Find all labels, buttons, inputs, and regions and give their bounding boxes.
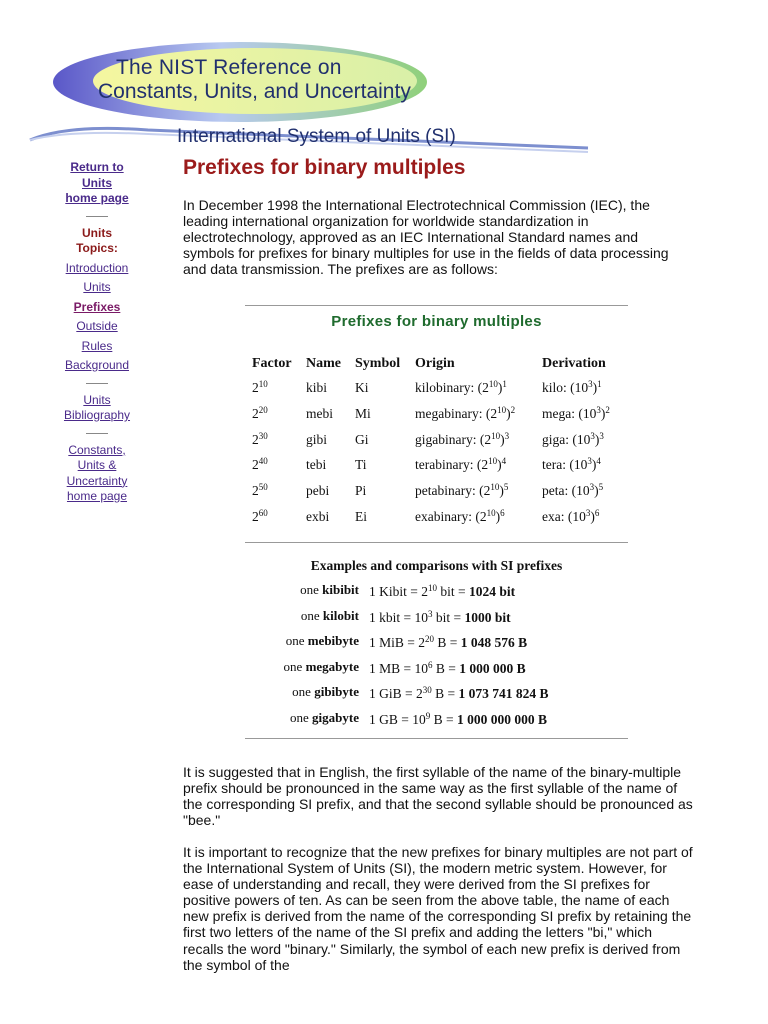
factor-cell [252,406,268,422]
factor-cell [252,457,268,473]
cuu-home-link-line2: Units & [77,458,117,472]
topics-heading-line2: Topics: [76,241,118,255]
derivation-cell: tera: $(10^3)^4$ [542,456,601,472]
sidebar-divider [86,216,108,217]
origin-cell: exabinary: $(2^{10})^6$ [415,508,505,524]
derivation-inner-exponent: 3 [585,508,591,518]
prefix-symbol-cell: Gi [355,432,369,447]
not-si-paragraph: It is important to recognize that the new prefixes for binary multiples are not part of the International System of Units (SI), the modern metric system. However, for ease of understanding and recall, they were derived from the SI prefixes for positive powers of ten. As can be seen from the above table, the name of each new prefix is derived from the name of the corresponding SI prefix by retaining the first two letters of the name of the SI prefix and adding the letters "bi," which recalls the word "binary." Similarly, the symbol of each new prefix is derived from the symbol of the [183,844,693,973]
pronunciation-paragraph: It is suggested that in English, the first syllable of the name of the binary-multiple prefix should be pronounced in the same way as the first syllable of the name of the corresponding SI prefix, and that the second syllable should be pronounced as "bee." [183,764,693,829]
derivation-inner-exponent: 3 [590,431,595,441]
origin-cell: petabinary: $(2^{10})^5$ [415,482,509,498]
prefix-symbol-cell: Ki [355,380,369,395]
origin-outer-exponent: 5 [503,482,509,492]
page-title: Prefixes for binary multiples [183,156,466,179]
example-exponent: 30 [422,685,432,695]
prefix-name-cell: tebi [306,457,327,472]
sidebar-item-prefixes[interactable]: Prefixes [73,299,121,314]
derivation-inner-exponent: 3 [587,456,592,466]
bibliography-link-line1: Units [83,392,111,407]
derivation-cell: peta: $(10^3)^5$ [542,482,604,498]
derivation-inner-exponent: 3 [596,405,601,415]
factor-cell [252,483,268,499]
origin-inner-exponent: 10 [490,482,500,492]
factor-cell [252,380,268,396]
prefix-name-cell: exbi [306,509,330,524]
example-label: one megabyte [283,659,359,674]
factor-exponent: 40 [258,456,268,466]
sidebar-item-background[interactable]: Background [64,358,130,372]
header-factor: Factor [252,356,292,371]
derivation-outer-exponent: 4 [596,456,601,466]
topics-heading [56,226,138,257]
origin-outer-exponent: 3 [504,431,510,441]
example-label: one gibibyte [292,684,359,699]
example-value: 1 GB = $10^9$ B = 1 000 000 000 B [369,711,548,727]
example-value: 1 GiB = $2^{30}$ B = 1 073 741 824 B [369,685,549,701]
factor-exponent: 10 [258,379,268,389]
factor-exponent: 20 [258,405,268,415]
example-exponent: 10 [428,583,437,593]
prefix-name-cell: pebi [306,483,330,498]
return-home-link-line1: Return to [70,160,124,174]
derivation-outer-exponent: 2 [605,405,610,415]
origin-outer-exponent: 2 [510,405,516,415]
origin-inner-exponent: 10 [497,405,507,415]
example-label: one mebibyte [285,633,359,648]
example-label: one kilobit [300,608,359,623]
banner-title-line2: Constants, Units, and Uncertainty [98,80,411,103]
table-top-rule [245,305,628,306]
prefix-name-cell: gibi [306,432,328,447]
nist-banner [50,38,440,128]
header-symbol: Symbol [355,356,401,371]
cuu-home-link-line1: Constants, [68,442,126,457]
sidebar-divider [86,433,108,434]
origin-inner-exponent: 10 [488,379,498,389]
derivation-cell: mega: $(10^3)^2$ [542,405,610,421]
example-exponent: 6 [428,660,433,670]
prefix-table-title: Prefixes for binary multiples [331,313,542,330]
origin-outer-exponent: 6 [500,508,505,518]
header-name: Name [306,356,341,371]
bibliography-link[interactable] [56,393,138,424]
example-value: 1 kbit = $10^3$ bit = 1000 bit [369,609,511,625]
example-value: 1 Kibit = $2^{10}$ bit = 1024 bit [369,583,516,599]
factor-base: 2 [252,509,259,524]
factor-base: 2 [252,406,259,421]
derivation-inner-exponent: 3 [589,482,595,492]
origin-outer-exponent: 4 [501,456,507,466]
origin-cell: terabinary: $(2^{10})^4$ [415,456,507,472]
section-title: International System of Units (SI) [177,126,456,147]
prefix-symbol-cell: Ei [355,509,367,524]
factor-cell [252,509,268,525]
header-origin: Origin [415,356,455,371]
origin-cell: gigabinary: $(2^{10})^3$ [415,431,510,447]
cuu-home-link[interactable] [56,443,138,505]
factor-exponent: 50 [258,482,268,492]
derivation-inner-exponent: 3 [588,379,593,389]
factor-base: 2 [252,483,259,498]
derivation-outer-exponent: 5 [598,482,604,492]
derivation-cell: giga: $(10^3)^3$ [542,431,604,447]
table-bottom-rule [245,738,628,739]
prefix-symbol-cell: Mi [355,406,371,421]
example-value: 1 MiB = $2^{20}$ B = 1 048 576 B [369,634,528,650]
sidebar-item-units[interactable]: Units [83,280,111,294]
factor-base: 2 [252,432,259,447]
sidebar-divider [86,383,108,384]
example-label: one kibibit [300,582,359,597]
origin-cell: megabinary: $(2^{10})^2$ [415,405,516,421]
cuu-home-link-line4: home page [66,489,128,503]
banner-title-line1: The NIST Reference on [116,56,342,79]
factor-base: 2 [252,380,259,395]
topics-heading-line1: Units [82,225,112,240]
sidebar-item-introduction[interactable]: Introduction [65,260,129,275]
factor-exponent: 30 [258,431,268,441]
examples-title: Examples and comparisons with SI prefixes [310,558,563,573]
intro-paragraph: In December 1998 the International Electrotechnical Commission (IEC), the leading international organization for worldwide standardization in electrotechnology, approved as an IEC International Standard names and symbols for prefixes for binary multiples for use in the fields of data processing and data transmission. The prefixes are as follows: [183,197,669,278]
sidebar-item-rules[interactable]: Rules [81,338,113,353]
sidebar-nav [56,160,138,505]
derivation-outer-exponent: 3 [599,431,604,441]
factor-base: 2 [252,457,259,472]
bibliography-link-line2: Bibliography [63,408,131,422]
sidebar-item-outside[interactable]: Outside [76,319,118,333]
factor-cell [252,432,268,448]
cuu-home-link-line3: Uncertainty [66,473,128,488]
prefix-name-cell: kibi [306,380,328,395]
example-exponent: 20 [425,634,434,644]
origin-inner-exponent: 10 [491,431,501,441]
origin-outer-exponent: 1 [502,379,507,389]
derivation-cell: exa: $(10^3)^6$ [542,508,600,524]
origin-inner-exponent: 10 [486,508,496,518]
return-home-link[interactable] [56,160,138,207]
derivation-outer-exponent: 6 [594,508,600,518]
return-home-link-line2: Units [82,175,112,190]
example-exponent: 9 [425,711,431,721]
origin-inner-exponent: 10 [488,456,498,466]
derivation-outer-exponent: 1 [597,379,602,389]
example-exponent: 3 [428,609,433,619]
prefix-name-cell: mebi [306,406,333,421]
derivation-cell: kilo: $(10^3)^1$ [542,379,602,395]
table-mid-rule [245,542,628,543]
return-home-link-line3: home page [65,191,129,205]
example-value: 1 MB = $10^6$ B = 1 000 000 B [369,660,526,676]
prefix-symbol-cell: Pi [355,483,367,498]
header-derivation: Derivation [542,356,606,371]
prefix-symbol-cell: Ti [355,457,367,472]
example-label: one gigabyte [290,710,359,725]
factor-exponent: 60 [258,508,268,518]
origin-cell: kilobinary: $(2^{10})^1$ [415,379,507,395]
